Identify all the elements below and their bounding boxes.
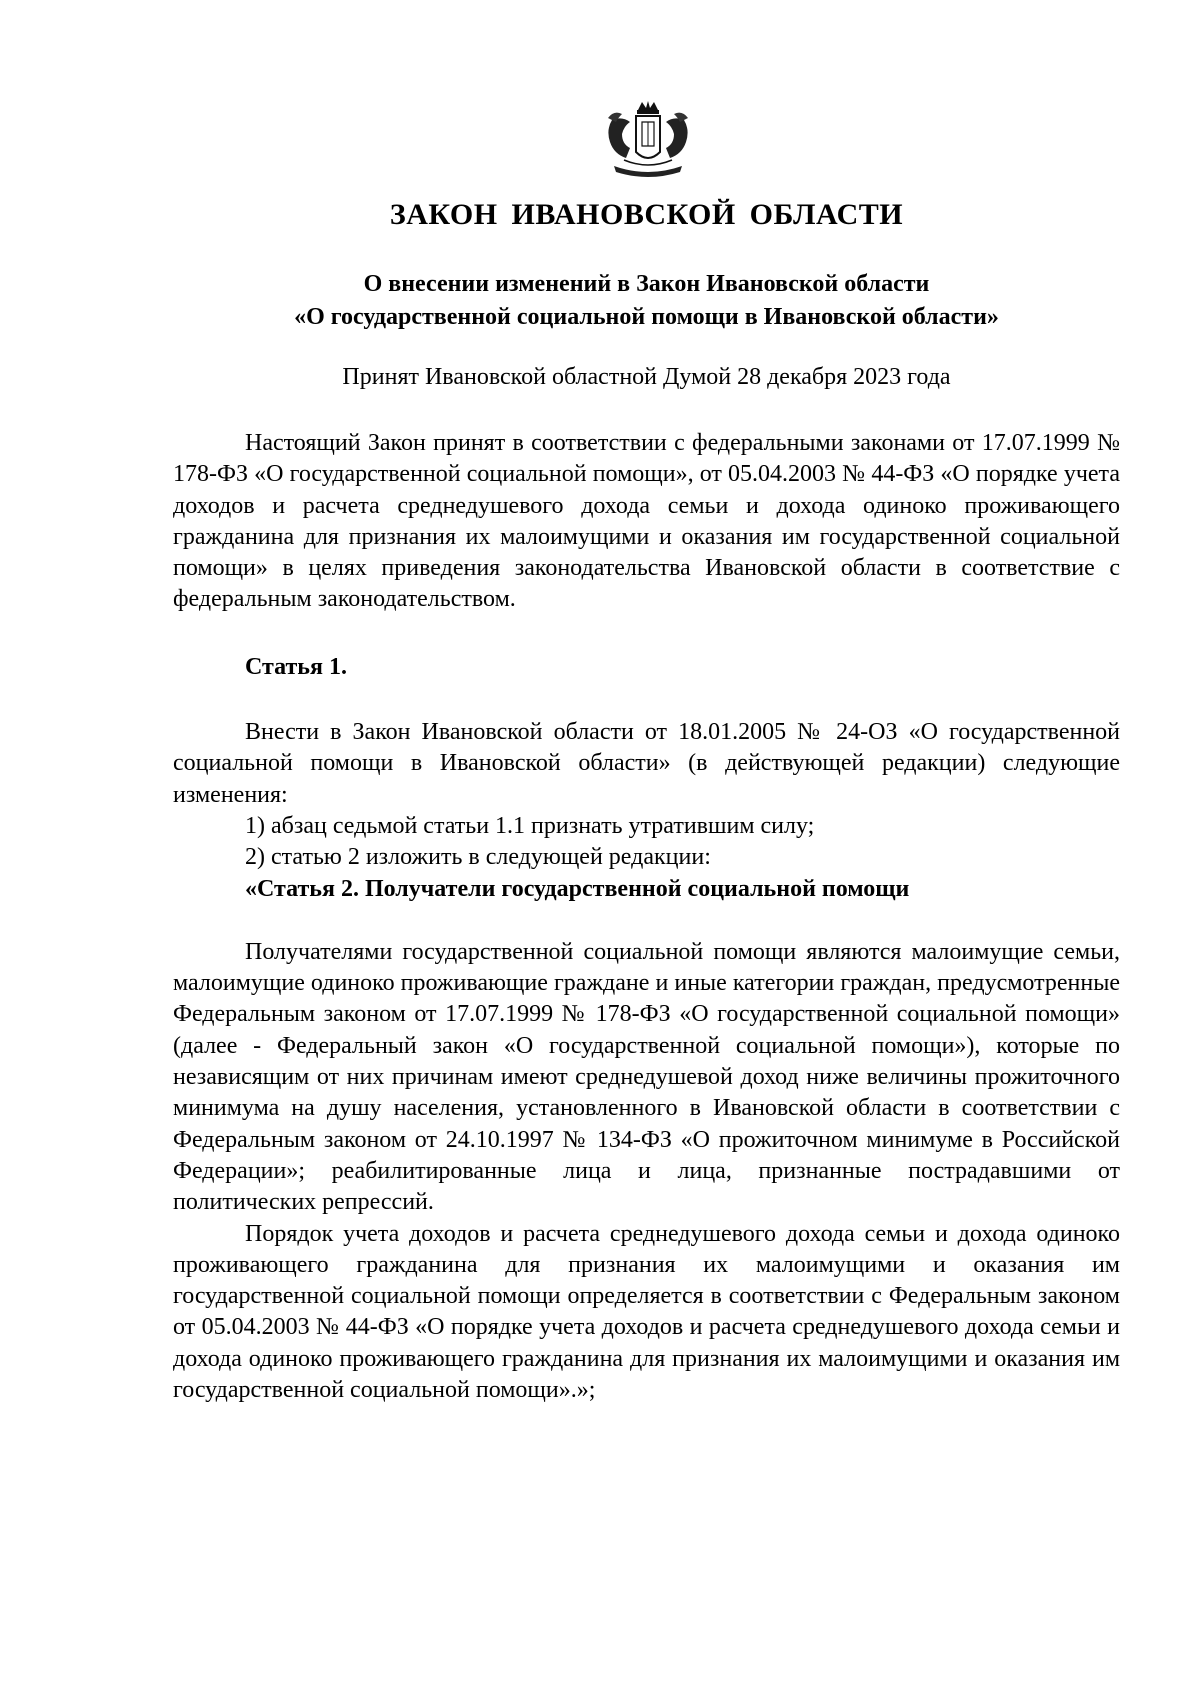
article-1-item-2: 2) статью 2 изложить в следующей редакции: bbox=[245, 844, 711, 871]
article-1-heading: Статья 1. bbox=[245, 653, 347, 680]
document-subtitle bbox=[0, 268, 1200, 334]
subtitle-line-2: «О государственной социальной помощи в Ивановской области» bbox=[294, 304, 999, 330]
quoted-paragraph-2: Порядок учета доходов и расчета среднедушевого дохода семьи и дохода одиноко проживающего гражданина для признания их малоимущими и оказания им государственной социальной помощи определяется в соответствии с Федеральным законом от 05.04.2003 № 44-ФЗ «О порядке учета доходов и расчета среднедушевого дохода семьи и дохода одиноко проживающего гражданина для признания их малоимущими и оказания им государственной социальной помощи».»; bbox=[173, 1220, 1120, 1404]
quoted-article-2-heading: «Статья 2. Получатели государственной социальной помощи bbox=[245, 875, 910, 902]
spacer bbox=[173, 683, 1120, 717]
subtitle-line-1: О внесении изменений в Закон Ивановской области bbox=[363, 271, 930, 297]
article-1-intro: Внести в Закон Ивановской области от 18.01.2005 № 24-ОЗ «О государственной социальной помощи в Ивановской области» (в действующей редакции) следующие изменения: bbox=[173, 719, 1120, 808]
document-title: ЗАКОН ИВАНОВСКОЙ ОБЛАСТИ bbox=[389, 198, 904, 231]
preamble-paragraph: Настоящий Закон принят в соответствии с федеральными законами от 17.07.1999 № 178-ФЗ «О государственной социальной помощи», от 05.04.2003 № 44-ФЗ «О порядке учета доходов и расчета среднедушевого дохода семьи и дохода одиноко проживающего гражданина для признания их малоимущими и оказания им государственной социальной помощи» в целях приведения законодательства Ивановской области в соответствие с федеральным законодательством. bbox=[173, 430, 1120, 613]
adoption-line: Принят Ивановской областной Думой 28 декабря 2023 года bbox=[342, 364, 951, 390]
document-body bbox=[173, 428, 1120, 1406]
article-1-item-1: 1) абзац седьмой статьи 1.1 признать утратившим силу; bbox=[245, 812, 815, 839]
spacer bbox=[173, 616, 1120, 652]
quoted-paragraph-1: Получателями государственной социальной помощи являются малоимущие семьи, малоимущие одиноко проживающие граждане и иные категории граждан, предусмотренные Федеральным законом от 17.07.1999 № 178-ФЗ «О государственной социальной помощи» (далее - Федеральный закон «О государственной социальной помощи»), которые по независящим от них причинам имеют среднедушевой доход ниже величины прожиточного минимума на душу населения, установленного в Ивановской области в соответствии с Федеральным законом от 24.10.1997 № 134-ФЗ «О прожиточном минимуме в Российской Федерации»; реабилитированные лица и лица, признанные пострадавшими от политических репрессий. bbox=[173, 938, 1120, 1216]
spacer bbox=[173, 905, 1120, 937]
coat-of-arms-icon bbox=[600, 100, 696, 184]
